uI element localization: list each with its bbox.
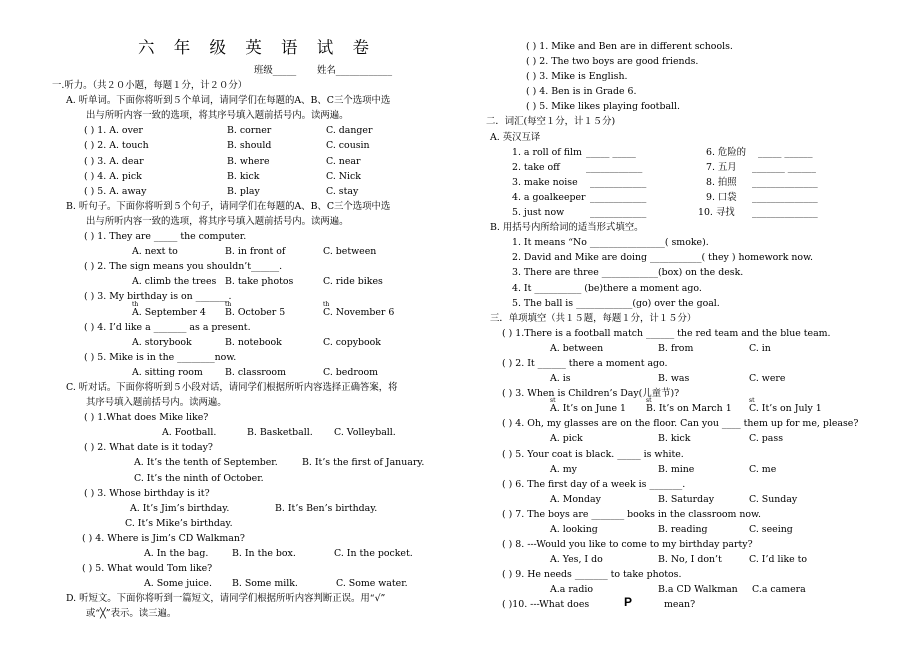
list-item: ( ) 2. A. touch B. should C. cousin: [84, 140, 370, 152]
left-column: [52, 33, 462, 621]
fill-item: 2. David and Mike are doing ___________( they ) homework now.: [512, 252, 813, 264]
options: A. climb the trees B. take photos C. ride bikes: [132, 276, 383, 288]
instruction: 或“╳”表示。读三遍。: [86, 608, 177, 620]
options: A. Some juice. B. Some milk. C. Some water.: [144, 578, 408, 590]
list-item: ( ) 4. A. pick B. kick C. Nick: [84, 170, 361, 182]
options: A. Monday B. Saturday C. Sunday: [550, 493, 798, 505]
choice-heading: 三．单项填空（共１５题，每题１分，计１５分）: [490, 312, 697, 324]
vocab-row: 1. a roll of film _____ _____ 6. 危险的 _____ ______: [512, 146, 813, 158]
question: ( ) 1.What does Mike like?: [84, 412, 209, 424]
instruction: 出与所听内容一致的选项，将其序号填入题前括号内。读两遍。: [86, 215, 349, 227]
question: ( ) 4. I’d like a _______ as a present.: [84, 321, 251, 333]
instruction: 其序号填入题前括号内。读两遍。: [86, 397, 227, 409]
vocab-a-title: A. 英汉互译: [490, 131, 541, 143]
instruction: D. 听短文。下面你将听到一篇短文，请同学们根据所听内容判断正误。用“√”: [66, 593, 386, 605]
options: A. It’s the tenth of September. B. It’s the first of January.: [134, 457, 425, 469]
right-column: [486, 39, 911, 613]
options: A. September 4 th B. October 5 th C. November 6 th: [132, 300, 395, 318]
question: ( ) 3. My birthday is on _______.: [84, 291, 232, 303]
question: ( ) 8. ---Would you like to come to my birthday party?: [502, 539, 753, 551]
options: A. storybook B. notebook C. copybook: [132, 336, 381, 348]
vocab-row: 4. a goalkeeper ____________ 9. 口袋 ______________: [512, 191, 818, 203]
question: ( ) 5. What would Tom like?: [82, 563, 213, 575]
options: A. my B. mine C. me: [550, 463, 777, 475]
class-label: 班级_____: [254, 65, 297, 76]
options: A. pick B. kick C. pass: [550, 433, 784, 445]
vocab-row: 2. take off ____________ 7. 五月 _______ ______: [512, 161, 816, 173]
list-item: ( ) 5. Mike likes playing football.: [526, 101, 681, 113]
list-item: ( ) 1. A. over B. corner C. danger: [84, 125, 373, 137]
list-item: ( ) 3. A. dear B. where C. near: [84, 155, 361, 167]
question: ( ) 3. When is Children’s Day(儿童节)?: [502, 388, 680, 400]
fill-item: 1. It means “No ________________( smoke).: [512, 237, 709, 249]
question: ( )10. ---What does P mean?: [502, 595, 696, 611]
options: A. is B. was C. were: [550, 373, 786, 385]
page-title: 六 年 级 英 语 试 卷: [138, 38, 376, 57]
question: ( ) 6. The first day of a week is _______.: [502, 478, 686, 490]
options: A. It’s Jim’s birthday. B. It’s Ben’s birthday.: [130, 502, 378, 514]
name-label: 姓名____________: [317, 65, 393, 76]
options: A. between B. from C. in: [550, 342, 771, 354]
fill-item: 4. It __________ (be)there a moment ago.: [512, 282, 702, 294]
fill-item: 5. The ball is ____________(go) over the goal.: [512, 297, 720, 309]
list-item: ( ) 2. The two boys are good friends.: [526, 56, 699, 68]
list-item: ( ) 3. Mike is English.: [526, 71, 628, 83]
options: A. next to B. in front of C. between: [132, 246, 377, 258]
instruction: C. 听对话。下面你将听到５小段对话，请同学们根据所听内容选择正确答案，将: [66, 381, 398, 393]
instruction: 出与所听内容一致的选项，将其序号填入题前括号内。读两遍。: [86, 110, 349, 122]
question: ( ) 1. They are _____ the computer.: [84, 231, 247, 243]
options: C. It’s the ninth of October.: [134, 472, 264, 484]
vocab-b-title: B. 用括号内所给词的适当形式填空。: [490, 222, 644, 234]
options: A.a radio B.a CD Walkman C.a camera: [550, 584, 806, 596]
question: ( ) 2. It ______ there a moment ago.: [502, 357, 668, 369]
list-item: ( ) 5. A. away B. play C. stay: [84, 185, 359, 197]
question: ( ) 4. Where is Jim’s CD Walkman?: [82, 532, 245, 544]
question: ( ) 5. Your coat is black. _____ is white.: [502, 448, 684, 460]
letter-p: P: [624, 595, 633, 610]
list-item: ( ) 1. Mike and Ben are in different schools.: [526, 41, 733, 52]
question: ( ) 2. The sign means you shouldn’t______.: [84, 261, 283, 273]
options: A. looking B. reading C. seeing: [550, 524, 793, 535]
question: ( ) 7. The boys are _______ books in the classroom now.: [502, 508, 761, 520]
options: A. In the bag. B. In the box. C. In the pocket.: [144, 548, 413, 559]
options: A. Yes, I do B. No, I don’t C. I’d like to: [550, 554, 808, 566]
question: ( ) 5. Mike is in the ________now.: [84, 351, 237, 363]
options: C. It’s Mike’s birthday.: [125, 517, 233, 529]
list-item: ( ) 4. Ben is in Grade 6.: [526, 86, 637, 98]
instruction: B. 听句子。下面你将听到５个句子，请同学们在每题的A、B、C三个选项中选: [66, 200, 391, 212]
vocab-row: 5. just now ____________ 10. 寻找 ______________: [512, 207, 818, 219]
vocab-row: 3. make noise ____________ 8. 拍照 ______________: [512, 176, 818, 188]
instruction: A. 听单词。下面你将听到５个单词，请同学们在每题的A、B、C三个选项中选: [66, 95, 391, 107]
question: ( ) 1.There is a football match ______ the red team and the blue team.: [502, 327, 831, 339]
question: ( ) 9. He needs _______ to take photos.: [502, 569, 682, 581]
fill-item: 3. There are three ____________(box) on the desk.: [512, 267, 744, 279]
class-name-line: [52, 63, 462, 78]
question: ( ) 3. Whose birthday is it?: [84, 487, 210, 499]
options: A. It’s on June 1 st B. It’s on March 1 st C. It’s on July 1 st: [550, 397, 822, 415]
options: A. sitting room B. classroom C. bedroom: [132, 366, 379, 378]
vocab-heading: 二．词汇(每空１分，计１５分): [486, 116, 616, 128]
listening-heading: 一.听力。（共２０小题，每题１分，计２０分）: [52, 80, 248, 92]
question: ( ) 4. Oh, my glasses are on the floor. Can you ____ them up for me, please?: [502, 418, 859, 430]
question: ( ) 2. What date is it today?: [84, 442, 213, 454]
options: A. Football. B. Basketball. C. Volleyball.: [162, 427, 396, 439]
